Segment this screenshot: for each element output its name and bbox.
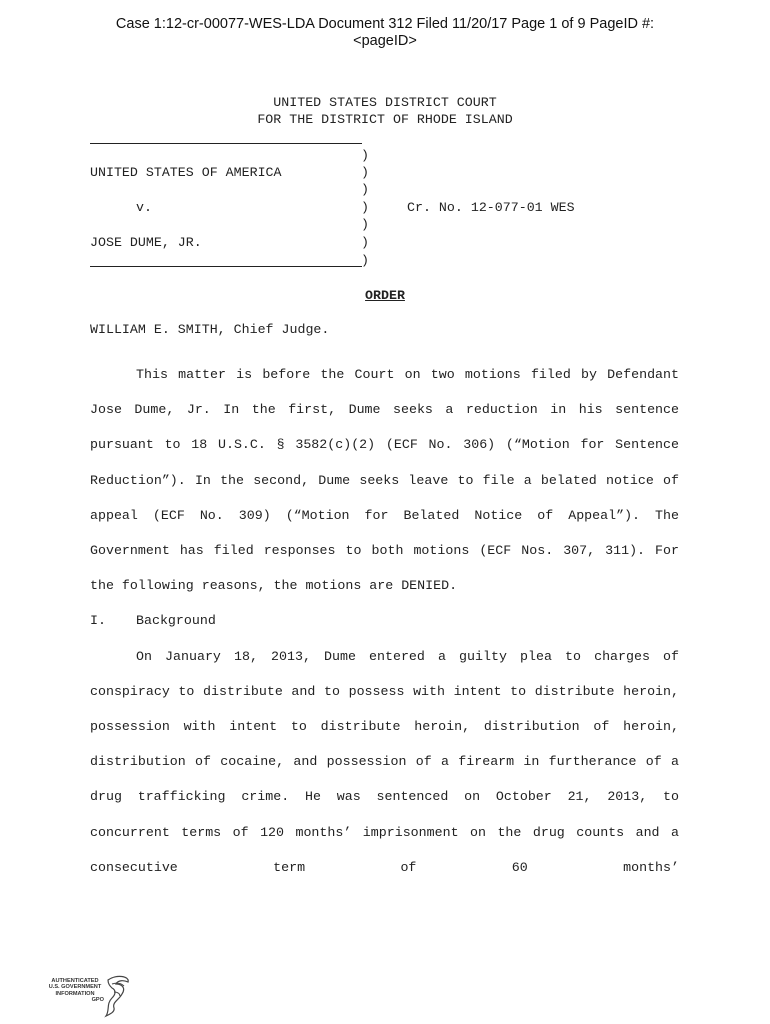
caption-bracket: ) [361, 148, 369, 163]
intro-paragraph: This matter is before the Court on two motions filed by Defendant Jose Dume, Jr. In the first, Dume seeks a reduction in his sentence pursuant to 18 U.S.C. § 3582(c)(2) (ECF No. 306) (“Motion for Sentence Reduction”). In the second, Dume seeks leave to file a belated notice of appeal (ECF No. 309) (“Motion for Belated Notice of Appeal”). The Government has filed responses to both motions (ECF Nos. 307, 311). For the following reasons, the motions are DENIED. [90, 367, 679, 594]
gpo-logo-line: INFORMATION [55, 990, 95, 997]
court-district: FOR THE DISTRICT OF RHODE ISLAND [257, 112, 513, 127]
caption-bracket: ) [361, 253, 369, 268]
caption-top-rule [90, 143, 362, 144]
section-heading [90, 603, 679, 638]
header-pageid-line: <pageID> [353, 33, 417, 49]
caption-bracket: ) [361, 182, 369, 197]
caption-bracket: ) [361, 200, 369, 215]
defendant-name: JOSE DUME, JR. [90, 235, 202, 250]
gpo-logo-line: U.S. GOVERNMENT [48, 984, 102, 991]
caption-bracket: ) [361, 217, 369, 232]
gpo-logo-line: AUTHENTICATED [51, 978, 99, 984]
header-case-line: Case 1:12-cr-00077-WES-LDA Document 312 Filed 11/20/17 Page 1 of 9 PageID #: [115, 16, 655, 32]
gpo-logo-text [44, 978, 106, 1004]
versus-label: v. [136, 200, 152, 215]
caption-bracket: ) [361, 165, 369, 180]
caption-bottom-rule [90, 266, 362, 267]
page-header [0, 16, 770, 50]
court-name: UNITED STATES DISTRICT COURT [273, 95, 497, 110]
judge-line: WILLIAM E. SMITH, Chief Judge. [90, 322, 330, 337]
eagle-icon [102, 974, 134, 1018]
order-title: ORDER [365, 288, 405, 303]
document-body [90, 357, 679, 885]
section-title: Background [136, 613, 216, 629]
gpo-authentication-logo [44, 974, 134, 1018]
caption-bracket: ) [361, 235, 369, 250]
gpo-logo-line: GPO [91, 997, 104, 1004]
plaintiff-name: UNITED STATES OF AMERICA [90, 165, 282, 180]
section-number: I. [90, 613, 106, 629]
case-number: Cr. No. 12-077-01 WES [407, 200, 575, 215]
background-paragraph: On January 18, 2013, Dume entered a guilty plea to charges of conspiracy to distribute and to possess with intent to distribute heroin, possession with intent to distribute heroin, distribution of heroin, distribution of cocaine, and possession of a firearm in furtherance of a drug trafficking crime. He was sentenced on October 21, 2013, to concurrent terms of 120 months’ imprisonment on the drug counts and a consecutive term of 60 months’ [90, 648, 679, 875]
